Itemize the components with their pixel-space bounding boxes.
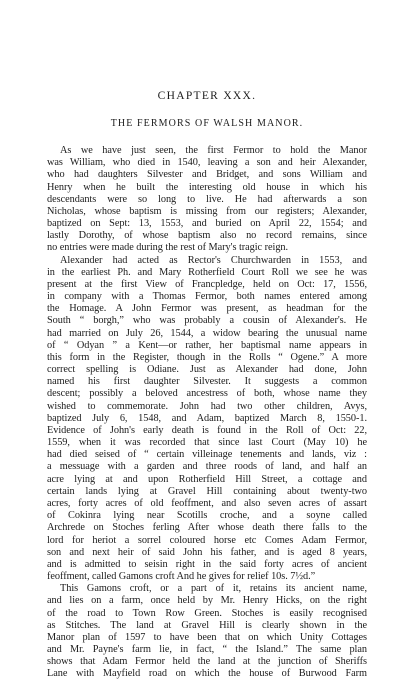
- section-title: THE FERMORS OF WALSH MANOR.: [110, 118, 304, 129]
- text-line: 1559, when it was recorded that since last Court (May 10) he: [47, 437, 367, 449]
- text-line: Archrede on Stoches ferling After whose death there falls to the: [47, 522, 367, 534]
- text-line: correct spelling is Odiane. Just as Alexander had done, John: [47, 364, 367, 376]
- text-line: in the earliest Ph. and Mary Rotherfield Court Roll we see he was: [47, 266, 367, 278]
- body-text: [47, 145, 367, 681]
- text-line: the Homage. A John Fermor was present, as headman for the: [47, 303, 367, 315]
- text-line: a messuage with a garden and three roods of land, and half an: [47, 461, 367, 473]
- text-line: certain lands lying at Gravel Hill containing about twenty-two: [47, 485, 367, 497]
- text-line: lord for heriot a sorrel coloured horse etc Comes Adam Fermor,: [47, 534, 367, 546]
- text-line: had died seised of “ certain villeinage tenements and lands, viz :: [47, 449, 367, 461]
- text-line: no entries were made during the rest of Mary's tragic reign.: [47, 242, 289, 254]
- text-line: and is admitted to seisin right in the said forty acres of ancient: [47, 558, 367, 570]
- text-line: acre lying at and upon Rotherfield Hill Street, a cottage and: [47, 473, 367, 485]
- text-line: descendants were so long to live. He had afterwards a son: [47, 193, 367, 205]
- text-line: baptized on Sept: 13, 1553, and buried on April 22, 1554; and: [47, 218, 367, 230]
- text-line: baptized July 6, 1548, and Adam, baptized March 8, 1550-1.: [47, 412, 367, 424]
- text-line: had married on July 26, 1544, a widow bearing the unusual name: [47, 327, 367, 339]
- text-line: and Mr. Payne's farm lie, in fact, “ the Island.” The same plan: [47, 644, 367, 656]
- text-line: named his first daughter Silvester. It suggests a common: [47, 376, 367, 388]
- text-line: acres, forty acres of old feoffment, and also seven acres of assart: [47, 497, 367, 509]
- chapter-title: CHAPTER XXX.: [157, 90, 257, 102]
- text-line: As we have just seen, the first Fermor to hold the Manor: [60, 145, 367, 156]
- text-line: in company with a Thomas Fermor, both names entered among: [47, 291, 367, 303]
- text-line: wished to commemorate. John had two other children, Avys,: [47, 400, 367, 412]
- text-line: lastly Dorothy, of whose baptism also no record remains, since: [47, 230, 367, 242]
- text-line: South “ borgh,” who was probably a cousin of Alexander's. He: [47, 315, 367, 327]
- text-line: and lies on a farm, once held by Mr. Henry Hicks, on the right: [47, 595, 367, 607]
- text-line: as Stitches. The land at Gravel Hill is clearly shown in the: [47, 619, 367, 631]
- text-line: of Cokinra lying near Scotills croche, and a soyne called: [47, 510, 367, 522]
- text-line: This Gamons croft, or a part of it, retains its ancient name,: [60, 583, 367, 595]
- text-line: who had daughters Silvester and Bridget, and sons William and: [47, 169, 367, 181]
- text-line: present at the first View of Francpledge, held on Oct: 17, 1556,: [47, 278, 367, 290]
- text-line: Alexander had acted as Rector's Churchwarden in 1553, and: [60, 254, 367, 266]
- text-line: feoffment, called Gamons croft And he gives for relief 10s. 7½d.”: [47, 571, 316, 583]
- text-line: this form in the Register, though in the Rolls “ Ogene.” A more: [47, 351, 367, 363]
- text-line: Henry when he built the interesting old house in which his: [47, 181, 367, 193]
- text-line: of “ Odyan ” a Kent—or rather, her baptismal name appears in: [47, 339, 367, 351]
- text-line: shows that Adam Fermor held the land at the junction of Sheriffs: [47, 656, 367, 668]
- text-line: descent; possibly a beloved ancestress of both, whose name they: [47, 388, 367, 400]
- text-line: son and next heir of said John his father, and is aged 8 years,: [47, 546, 367, 558]
- text-line: Manor plan of 1597 to have been that on which Unity Cottages: [47, 631, 367, 643]
- text-line: Lane with Mayfield road on which the house of Burwood Farm: [47, 668, 367, 680]
- text-line: Nicholas, whose baptism is missing from our registers; Alexander,: [47, 205, 367, 217]
- book-page: [47, 0, 367, 680]
- text-line: of the road to Town Row Green. Stoches is easily recognised: [47, 607, 367, 619]
- text-line: was William, who died in 1540, leaving a son and heir Alexander,: [47, 157, 367, 169]
- text-line: Evidence of John's early death is found in the Roll of Oct: 22,: [47, 424, 367, 436]
